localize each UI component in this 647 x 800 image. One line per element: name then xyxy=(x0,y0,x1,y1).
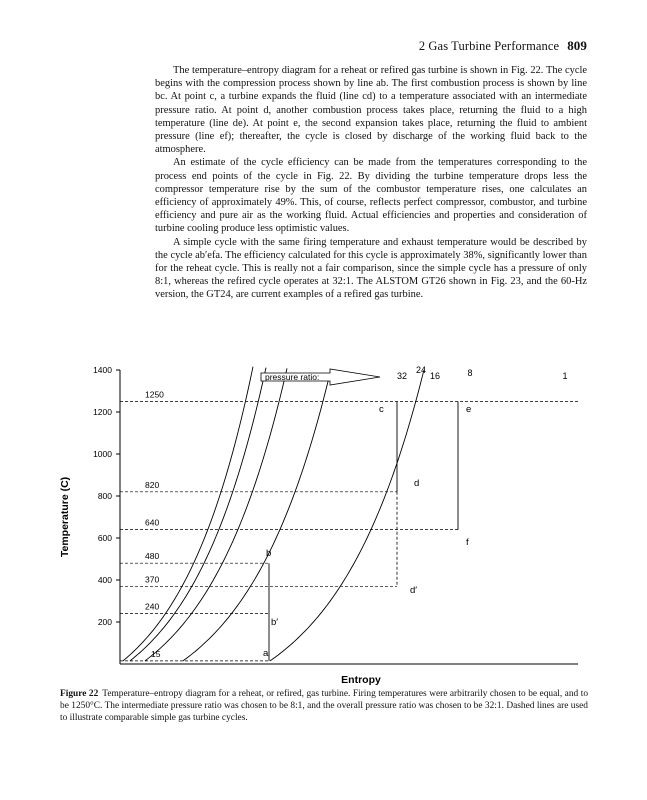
isobar-label-24: 24 xyxy=(415,365,427,375)
y-tick-label: 200 xyxy=(97,617,112,627)
body-text xyxy=(155,64,587,302)
paragraph-1: The temperature–entropy diagram for a reheat or refired gas turbine is shown in Fig. 22. The cycle begins with the compression process shown by line ab. The first combustion process is shown by line bc. At point c, a turbine expands the fluid (line cd) to a temperature associated with an intermediate pressure ratio. At point d, another combustion process takes place, returning the fluid to a high temperature (line de). At point e, the second expansion takes place, returning the fluid to ambient pressure (line ef); thereafter, the cycle is closed by discharge of the working fluid back to the atmosphere. xyxy=(155,65,587,156)
isobar-24 xyxy=(130,368,266,661)
isobar-label-32: 32 xyxy=(396,371,408,381)
point-label-dprime: d′ xyxy=(410,585,418,596)
y-tick-label: 400 xyxy=(97,575,112,585)
y-axis-label: Temperature (C) xyxy=(59,476,71,558)
y-tick-label: 600 xyxy=(97,533,112,543)
isobar-8 xyxy=(183,369,331,661)
reference-label-820: 820 xyxy=(145,479,160,490)
caption-label: Figure 22 xyxy=(60,689,99,699)
reference-label-1250: 1250 xyxy=(145,389,164,400)
point-label-b: b xyxy=(266,548,272,559)
isobar-1 xyxy=(270,370,424,661)
point-label-e: e xyxy=(466,404,472,415)
x-axis-label: Entropy xyxy=(341,674,381,686)
running-header xyxy=(419,38,587,54)
reference-label-370: 370 xyxy=(145,574,160,585)
isobar-32 xyxy=(123,367,253,661)
reference-label-15: 15 xyxy=(151,648,161,659)
point-label-bprime: b′ xyxy=(271,617,279,628)
figure-caption xyxy=(60,688,588,724)
reference-label-240: 240 xyxy=(145,601,160,612)
ts-diagram xyxy=(0,360,647,690)
figure-22 xyxy=(0,360,647,690)
point-label-d: d xyxy=(414,478,420,489)
chapter-title: 2 Gas Turbine Performance xyxy=(418,39,560,53)
point-label-c: c xyxy=(379,404,384,415)
point-label-f: f xyxy=(466,537,469,548)
isobar-16 xyxy=(145,368,287,661)
y-tick-label: 800 xyxy=(97,491,112,501)
isobar-label-16: 16 xyxy=(429,371,441,381)
point-label-a: a xyxy=(263,648,269,659)
isobar-label-8: 8 xyxy=(467,368,473,378)
paragraph-2: An estimate of the cycle efficiency can be made from the temperatures corresponding to the process end points of the cycle in Fig. 22. By dividing the turbine temperature drops less the compressor temperature rise by the sum of the combustor temperature rises, one calculates an efficiency of approximately 49%. This, of course, reflects perfect compressor, combustor, and turbine efficiency and pure air as the working fluid. Actual efficiencies and properties and consideration of turbine cooling produce less optimistic values. xyxy=(155,157,587,235)
isobar-label-1: 1 xyxy=(562,371,568,381)
reference-label-640: 640 xyxy=(145,517,160,528)
y-tick-label: 1400 xyxy=(93,365,112,375)
y-tick-label: 1200 xyxy=(93,407,112,417)
pressure-ratio-label: pressure ratio: xyxy=(265,372,320,382)
reference-label-480: 480 xyxy=(145,551,160,562)
y-tick-label: 1000 xyxy=(93,449,112,459)
page-number: 809 xyxy=(567,38,587,53)
caption-text: Temperature–entropy diagram for a reheat, or refired, gas turbine. Firing temperatures were arbitrarily chosen to be equal, and to be 1250°C. The intermediate pressure ratio was chosen to be 8:1, and the overall pressure ratio was chosen to be 32:1. Dashed lines are used to illustrate comparable simple gas turbine cycles. xyxy=(60,689,589,723)
paragraph-3: A simple cycle with the same firing temperature and exhaust temperature would be described by the cycle ab′efa. The efficiency calculated for this cycle is approximately 38%, significantly lower than for the reheat cycle. This is really not a fair comparison, since the simple cycle has a pressure of only 8:1, whereas the refired cycle operates at 32:1. The ALSTOM GT26 shown in Fig. 23, and the 60-Hz version, the GT24, are current examples of a refired gas turbine. xyxy=(155,236,587,301)
